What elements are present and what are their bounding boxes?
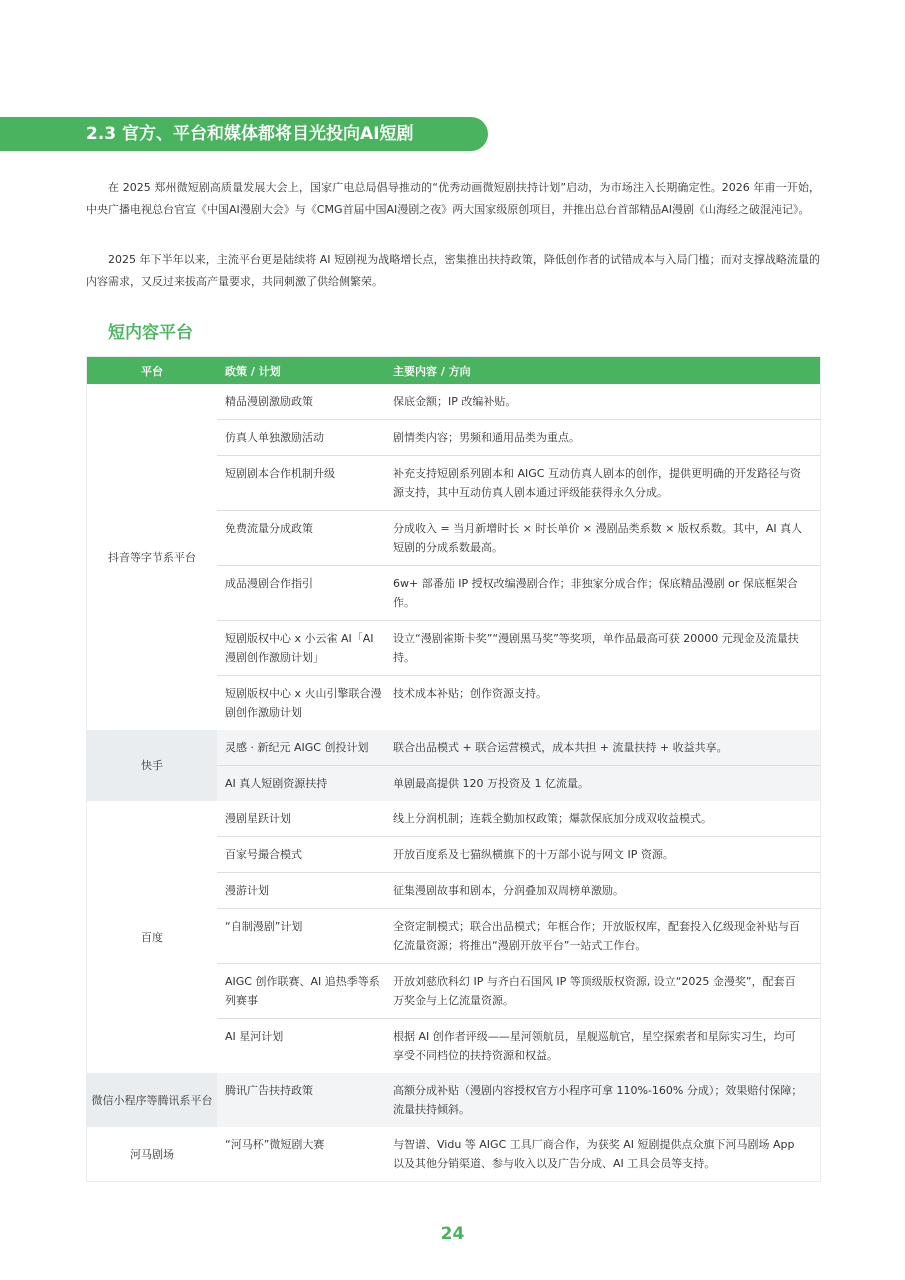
intro-paragraph-2: 2025 年下半年以来，主流平台更是陆续将 AI 短剧视为战略增长点，密集推出扶持政策，降低创作者的试错成本与入局门槛；而对支撑战略流量的内容需求，又反过来拔高产量要求，共同刺激了供给侧繁荣。 [86,253,820,288]
policy-cell: “河马杯”微短剧大赛 [217,1127,387,1181]
table-header-row [87,357,820,384]
platform-cell: 抖音等字节系平台 [87,384,217,730]
policy-cell: 短剧版权中心 x 小云雀 AI「AI 漫剧创作激励计划」 [217,621,387,676]
policy-cell: 短剧剧本合作机制升级 [217,456,387,511]
page-number: 24 [440,1224,465,1244]
content-cell: 补充支持短剧系列剧本和 AIGC 互动仿真人剧本的创作，提供更明确的开发路径与资源支持，其中互动仿真人剧本通过评级能获得永久分成。 [387,456,820,511]
content-cell: 高额分成补贴（漫剧内容授权官方小程序可拿 110%-160% 分成）；效果赔付保障；流量扶持倾斜。 [387,1073,820,1127]
policy-cell: 漫剧星跃计划 [217,801,387,837]
policy-cell: AIGC 创作联赛、AI 追热季等系列赛事 [217,964,387,1019]
policy-cell: 成品漫剧合作指引 [217,566,387,621]
content-cell: 全资定制模式；联合出品模式；年框合作；开放版权库，配套投入亿级现金补贴与百亿流量资源；将推出“漫剧开放平台”一站式工作台。 [387,909,820,964]
header-platform: 平台 [87,357,217,384]
policy-cell: AI 真人短剧资源扶持 [217,766,387,802]
content-cell: 开放百度系及七猫纵横旗下的十万部小说与网文 IP 资源。 [387,837,820,873]
header-policy: 政策 / 计划 [217,357,387,384]
policy-cell: 漫游计划 [217,873,387,909]
table-row [87,801,820,837]
subsection-title: 短内容平台 [108,323,193,343]
policy-cell: AI 星河计划 [217,1019,387,1074]
content-cell: 剧情类内容；男频和通用品类为重点。 [387,420,820,456]
platform-cell: 百度 [87,801,217,1073]
content-cell: 技术成本补贴；创作资源支持。 [387,676,820,731]
content-cell: 保底金额；IP 改编补贴。 [387,384,820,420]
content-cell: 分成收入 = 当月新增时长 × 时长单价 × 漫剧品类系数 × 版权系数。其中，AI 真人短剧的分成系数最高。 [387,511,820,566]
policy-cell: 精品漫剧激励政策 [217,384,387,420]
content-cell: 与智谱、Vidu 等 AIGC 工具厂商合作，为获奖 AI 短剧提供点众旗下河马剧场 App 以及其他分销渠道、参与收入以及广告分成、AI 工具会员等支持。 [387,1127,820,1181]
policy-cell: 百家号撮合模式 [217,837,387,873]
policy-cell: 腾讯广告扶持政策 [217,1073,387,1127]
content-cell: 设立“漫剧雀斯卡奖”“漫剧黑马奖”等奖项，单作品最高可获 20000 元现金及流量扶持。 [387,621,820,676]
policy-table [86,356,821,1182]
content-cell: 单剧最高提供 120 万投资及 1 亿流量。 [387,766,820,802]
policy-cell: 仿真人单独激励活动 [217,420,387,456]
header-content: 主要内容 / 方向 [387,357,820,384]
table-row [87,1073,820,1127]
table-row [87,384,820,420]
content-cell: 征集漫剧故事和剧本，分润叠加双周榜单激励。 [387,873,820,909]
platform-cell: 快手 [87,730,217,801]
section-title: 2.3 官方、平台和媒体都将目光投向AI短剧 [86,124,414,144]
policy-cell: 灵感 · 新纪元 AIGC 创投计划 [217,730,387,766]
content-cell: 开放刘慈欣科幻 IP 与齐白石国风 IP 等顶级版权资源, 设立“2025 金漫奖”，配套百万奖金与上亿流量资源。 [387,964,820,1019]
content-cell: 线上分润机制；连载全勤加权政策；爆款保底加分成双收益模式。 [387,801,820,837]
table-row [87,1127,820,1181]
intro-paragraph-1: 在 2025 郑州微短剧高质量发展大会上，国家广电总局倡导推动的“优秀动画微短剧扶持计划”启动，为市场注入长期确定性。2026 年甫一开始，中央广播电视总台官宣《中国AI漫剧大会》与《CMG首届中国AI漫剧之夜》两大国家级原创项目，并推出总台首部精品AI漫剧《山海经之破混沌记》。 [86,181,820,216]
content-cell: 联合出品模式 + 联合运营模式，成本共担 + 流量扶持 + 收益共享。 [387,730,820,766]
platform-cell: 河马剧场 [87,1127,217,1181]
platform-cell: 微信小程序等腾讯系平台 [87,1073,217,1127]
policy-cell: “自制漫剧”计划 [217,909,387,964]
content-cell: 根据 AI 创作者评级——星河领航员，星舰巡航官，星空探索者和星际实习生，均可享受不同档位的扶持资源和权益。 [387,1019,820,1074]
policy-cell: 短剧版权中心 x 火山引擎联合漫剧创作激励计划 [217,676,387,731]
policy-cell: 免费流量分成政策 [217,511,387,566]
table-row [87,730,820,766]
content-cell: 6w+ 部番茄 IP 授权改编漫剧合作；非独家分成合作；保底精品漫剧 or 保底框架合作。 [387,566,820,621]
